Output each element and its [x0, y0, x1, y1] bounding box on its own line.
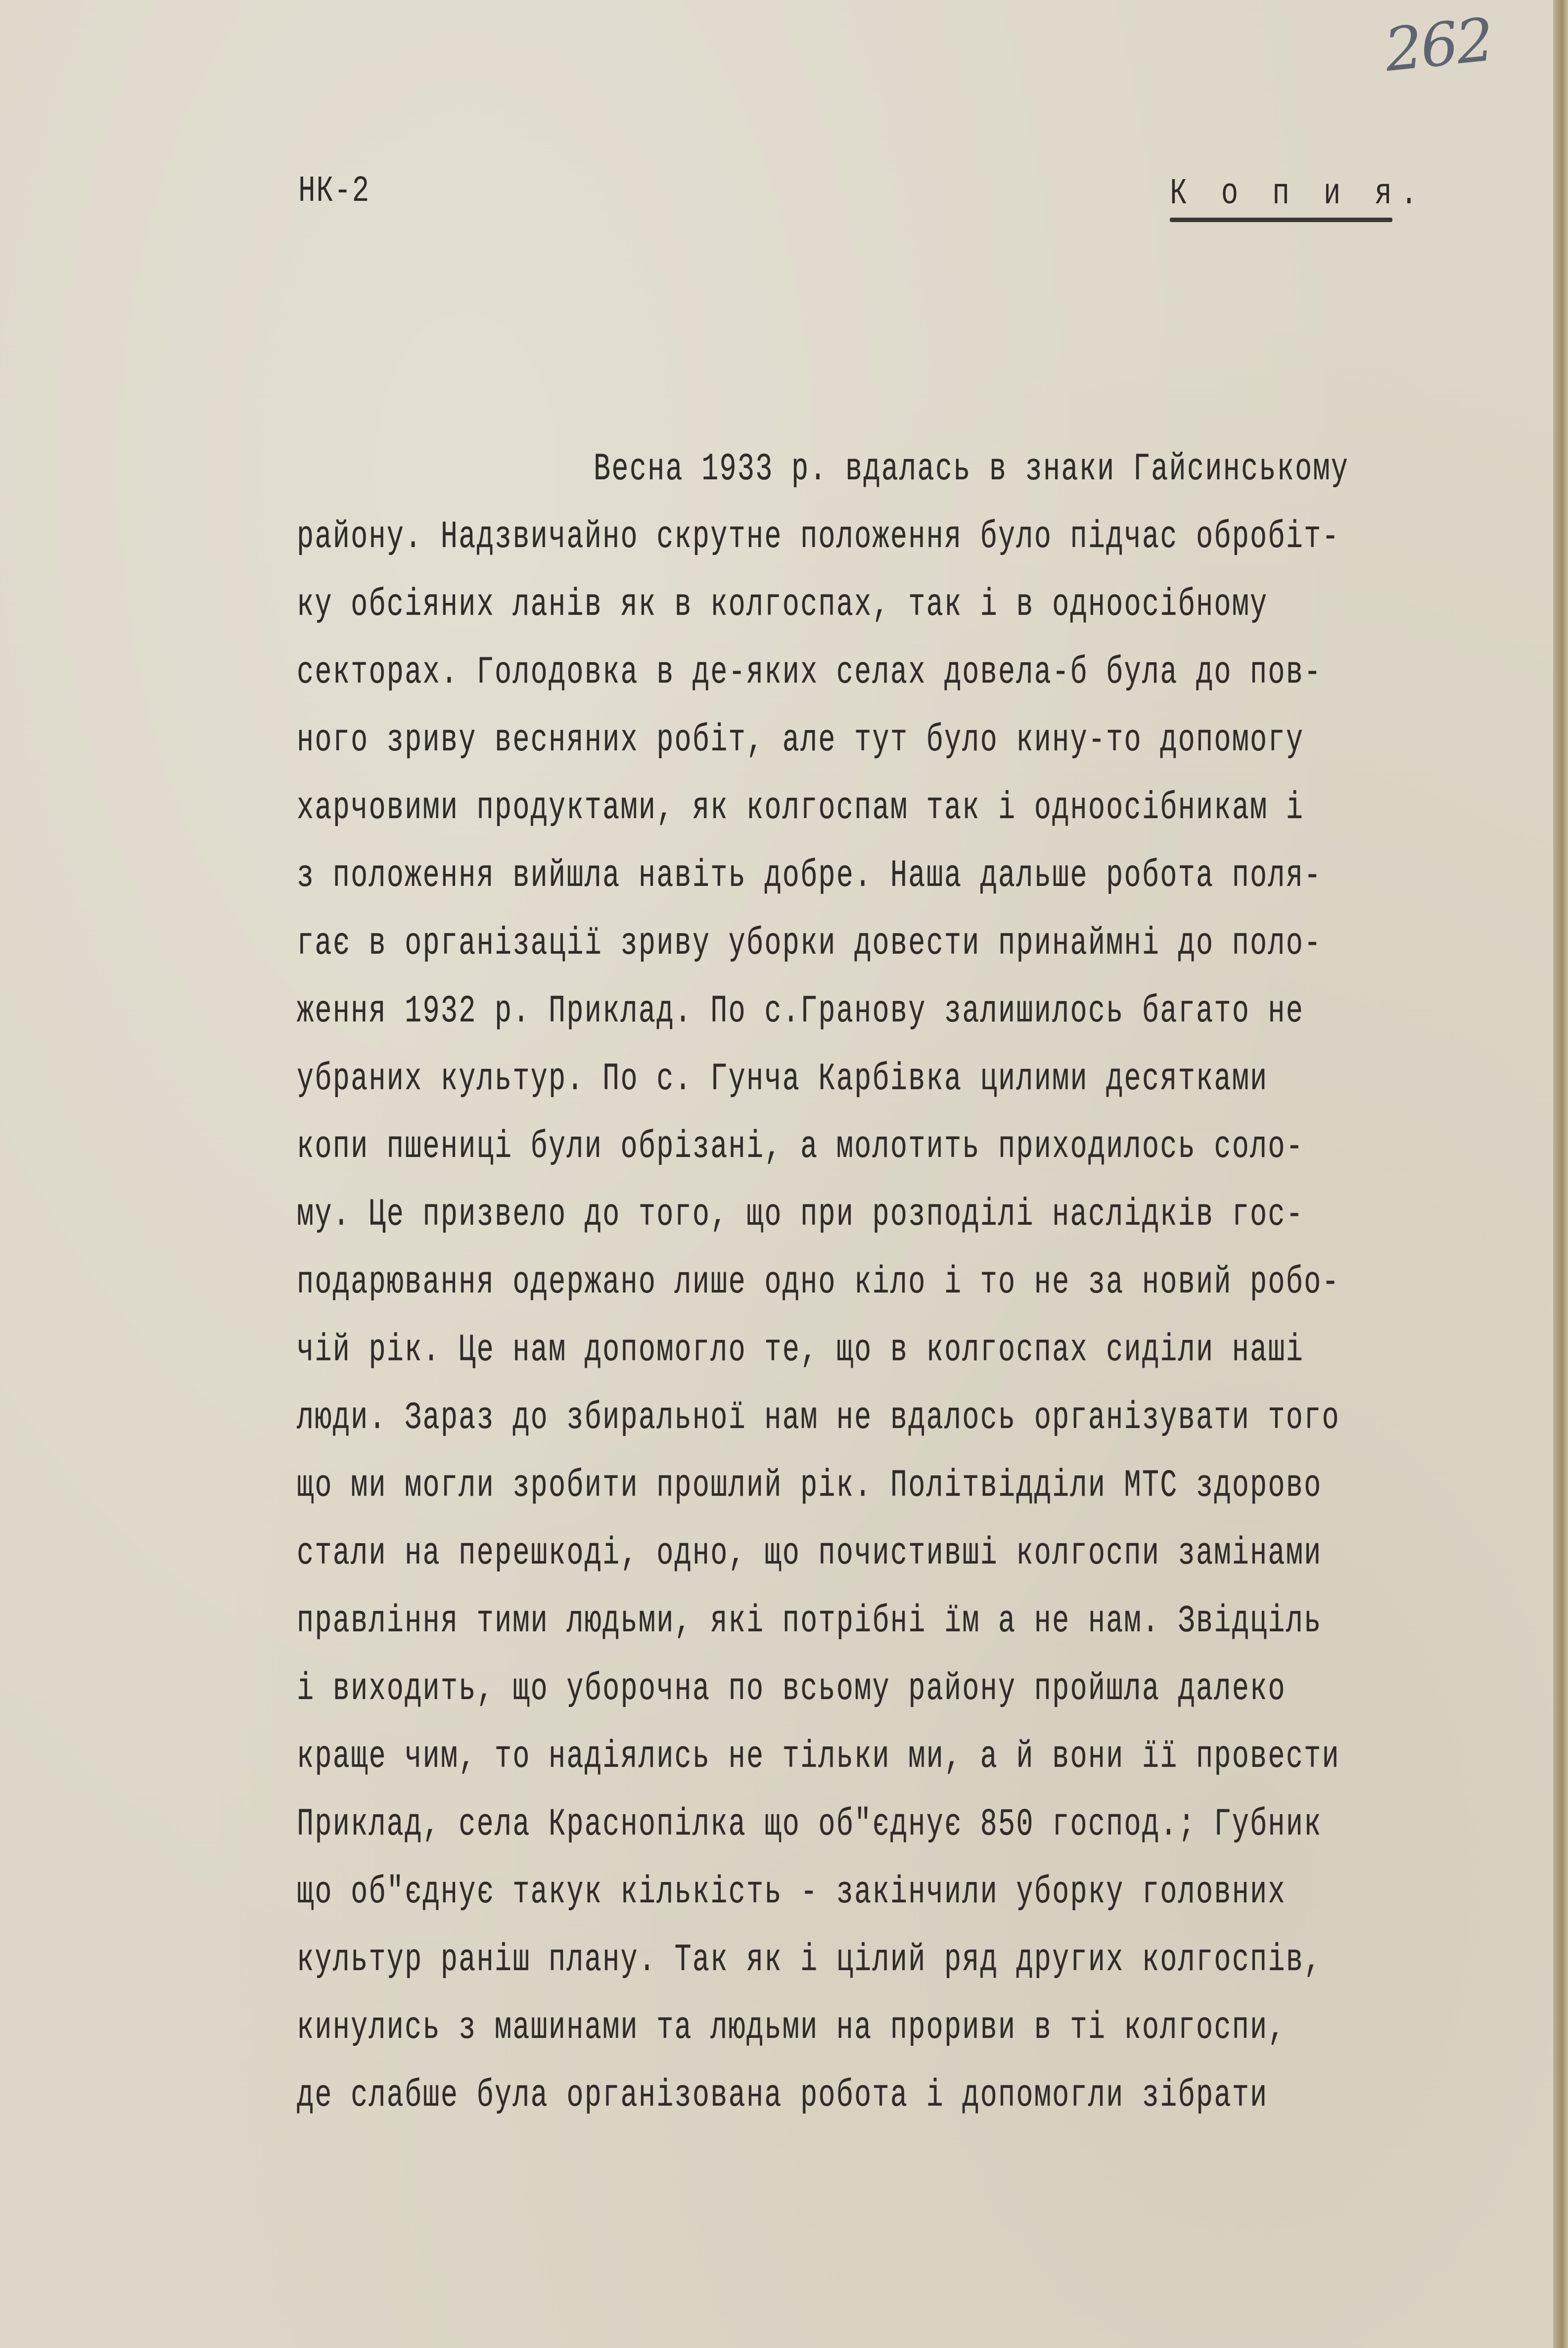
text-line: з положення вийшла навіть добре. Наша дальше робота поля- — [297, 854, 1322, 898]
copy-mark-underline — [1170, 218, 1392, 222]
text-line: чій рік. Це нам допомогло те, що в колгоспах сиділи наші — [297, 1329, 1304, 1372]
text-line: і виходить, що уборочна по всьому району пройшла далеко — [297, 1667, 1286, 1711]
text-line: району. Надзвичайно скрутне положення було підчас обробіт- — [297, 515, 1340, 559]
text-line: подарювання одержано лише одно кіло і то не за новий робо- — [297, 1261, 1340, 1304]
folio-number: 262 — [1381, 5, 1496, 86]
text-line: що ми могли зробити прошлий рік. Політвідділи МТС здорово — [297, 1464, 1322, 1508]
text-line: харчовими продуктами, як колгоспам так і одноосібникам і — [297, 786, 1304, 830]
document-reference: НК-2 — [298, 171, 370, 212]
page-edge — [1553, 0, 1568, 2348]
text-line: стали на перешкоді, одно, що почистивші колгоспи замінами — [297, 1532, 1322, 1575]
text-line: краще чим, то надіялись не тільки ми, а й вони її провести — [297, 1735, 1340, 1779]
text-line: Весна 1933 р. вдалась в знаки Гайсинському — [594, 448, 1349, 491]
text-line: ження 1932 р. Приклад. По с.Гранову залишилось багато не — [297, 990, 1304, 1033]
text-line: що об"єднує такук кількість - закінчили уборку головних — [297, 1871, 1286, 1914]
text-line: му. Це призвело до того, що при розподілі наслідків гос- — [297, 1193, 1304, 1237]
text-line: Приклад, села Краснопілка що об"єднує 850 господ.; Губник — [297, 1803, 1322, 1846]
text-line: секторах. Голодовка в де-яких селах довела-б була до пов- — [297, 651, 1322, 694]
text-line: культур раніш плану. Так як і цілий ряд других колгоспів, — [297, 1938, 1322, 1982]
text-line: де слабше була організована робота і допомогли зібрати — [297, 2074, 1268, 2118]
text-line: копи пшениці були обрізані, а молотить приходилось соло- — [297, 1125, 1304, 1169]
text-line: кинулись з машинами та людьми на прориви в ті колгоспи, — [297, 2006, 1286, 2050]
text-line: гає в організації зриву уборки довести принаймні до поло- — [297, 922, 1322, 966]
text-line: люди. Зараз до збиральної нам не вдалось організувати того — [297, 1396, 1340, 1440]
text-line: ку обсіяних ланів як в колгоспах, так і в одноосібному — [297, 583, 1268, 627]
text-line: правління тими людьми, які потрібні їм а не нам. Звідціль — [297, 1600, 1322, 1643]
text-line: убраних культур. По с. Гунча Карбівка цилими десятками — [297, 1058, 1268, 1101]
text-line: ного зриву весняних робіт, але тут було кину-то допомогу — [297, 719, 1304, 762]
copy-mark: К о п и я. — [1170, 173, 1426, 215]
